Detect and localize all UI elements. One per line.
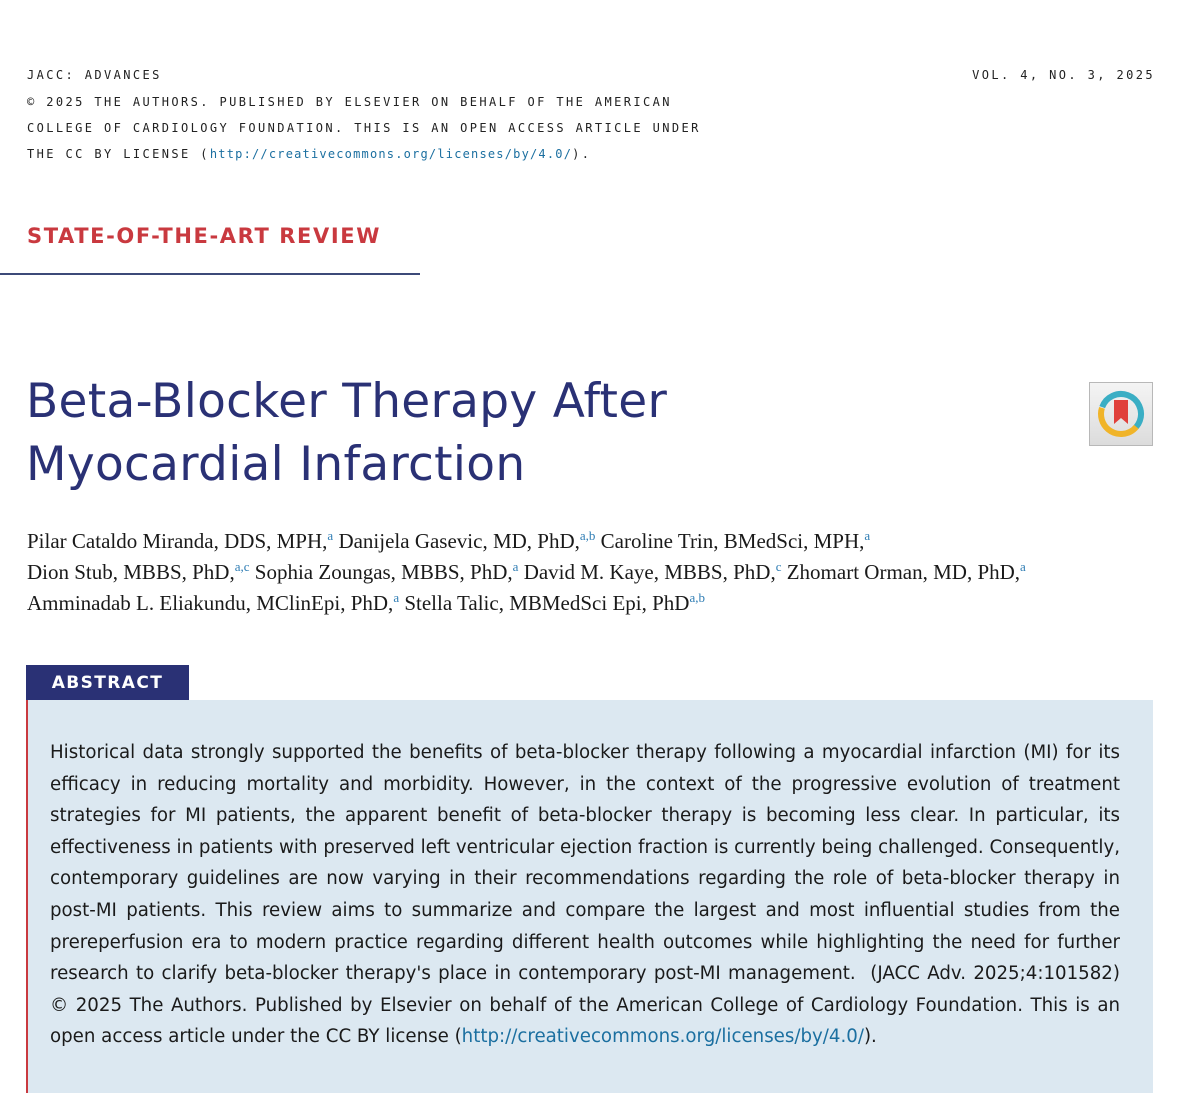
author <box>524 560 782 584</box>
author-name: Caroline Trin, BMedSci, MPH, <box>600 529 865 553</box>
author-name: Dion Stub, MBBS, PhD, <box>27 560 235 584</box>
author-list <box>27 526 1167 619</box>
author-affiliation[interactable]: a <box>327 528 334 543</box>
author-affiliation[interactable]: a <box>864 528 871 543</box>
abstract-label: ABSTRACT <box>26 665 189 700</box>
author-name: David M. Kaye, MBBS, PhD, <box>523 560 776 584</box>
section-divider <box>0 273 420 275</box>
abstract-body: Historical data strongly supported the benefits of beta-blocker therapy following a myocardial infarction (MI) for its efficacy in reducing mortality and morbidity. However, in the context of the progressive evolution of treatment strategies for MI patients, the apparent benefit of beta-blocker therapy is becoming less clear. In particular, its effectiveness in patients with preserved left ventricular ejection fraction is currently being challenged. Consequently, contemporary guidelines are now varying in their recommendations regarding the role of beta-blocker therapy in post-MI patients. This review aims to summarize and compare the largest and most influential studies from the prereperfusion era to modern practice regarding different health outcomes while highlighting the need for further research to clarify beta-blocker therapy's place in contemporary post-MI management. <box>50 742 1120 985</box>
author-affiliation[interactable]: a,b <box>689 590 706 605</box>
volume-info: VOL. 4, NO. 3, 2025 <box>972 68 1155 82</box>
copyright-line-2: COLLEGE OF CARDIOLOGY FOUNDATION. THIS IS AN OPEN ACCESS ARTICLE UNDER <box>27 121 701 135</box>
journal-name: JACC: ADVANCES <box>27 68 162 82</box>
author-name: Zhomart Orman, MD, PhD, <box>786 560 1021 584</box>
license-link[interactable]: http://creativecommons.org/licenses/by/4.0/ <box>209 147 573 161</box>
author-name: Stella Talic, MBMedSci Epi, PhD <box>404 591 690 615</box>
author <box>27 591 399 615</box>
author <box>338 529 595 553</box>
author <box>27 560 250 584</box>
abstract-license-link[interactable]: http://creativecommons.org/licenses/by/4.0/ <box>461 1026 864 1048</box>
author-affiliation[interactable]: a <box>393 590 400 605</box>
author-affiliation[interactable]: a <box>512 559 519 574</box>
author-affiliation[interactable]: a <box>1020 559 1026 574</box>
author-name: Sophia Zoungas, MBBS, PhD, <box>254 560 513 584</box>
title-line-1: Beta-Blocker Therapy After <box>26 374 668 429</box>
abstract-citation: (JACC Adv. 2025;4:101582) © 2025 The Authors. Published by Elsevier on behalf of the American College of Cardiology Foundation. This is an open access article under the CC BY license ( <box>50 963 1120 1048</box>
abstract-citation-suffix: ). <box>863 1026 877 1048</box>
copyright-line-3 <box>27 147 591 161</box>
title-line-2: Myocardial Infarction <box>26 437 526 492</box>
author-affiliation[interactable]: a,c <box>234 559 250 574</box>
check-for-updates-icon[interactable] <box>1089 382 1153 446</box>
author <box>787 560 1026 584</box>
author-name: Amminadab L. Eliakundu, MClinEpi, PhD, <box>27 591 394 615</box>
author <box>601 529 870 553</box>
author-name: Danijela Gasevic, MD, PhD, <box>338 529 580 553</box>
author <box>255 560 519 584</box>
author <box>27 529 333 553</box>
author <box>404 591 705 615</box>
author-affiliation[interactable]: a,b <box>579 528 596 543</box>
author-affiliation[interactable]: c <box>775 559 782 574</box>
copyright-line-3-suffix: ). <box>572 147 592 161</box>
author-name: Pilar Cataldo Miranda, DDS, MPH, <box>27 529 328 553</box>
abstract-text <box>50 737 1120 1053</box>
article-title <box>26 370 786 496</box>
section-label: STATE-OF-THE-ART REVIEW <box>27 224 381 248</box>
check-for-updates-glyph <box>1090 383 1152 445</box>
copyright-line-3-prefix: THE CC BY LICENSE ( <box>27 147 210 161</box>
copyright-line-1: © 2025 THE AUTHORS. PUBLISHED BY ELSEVIER ON BEHALF OF THE AMERICAN <box>27 95 672 109</box>
